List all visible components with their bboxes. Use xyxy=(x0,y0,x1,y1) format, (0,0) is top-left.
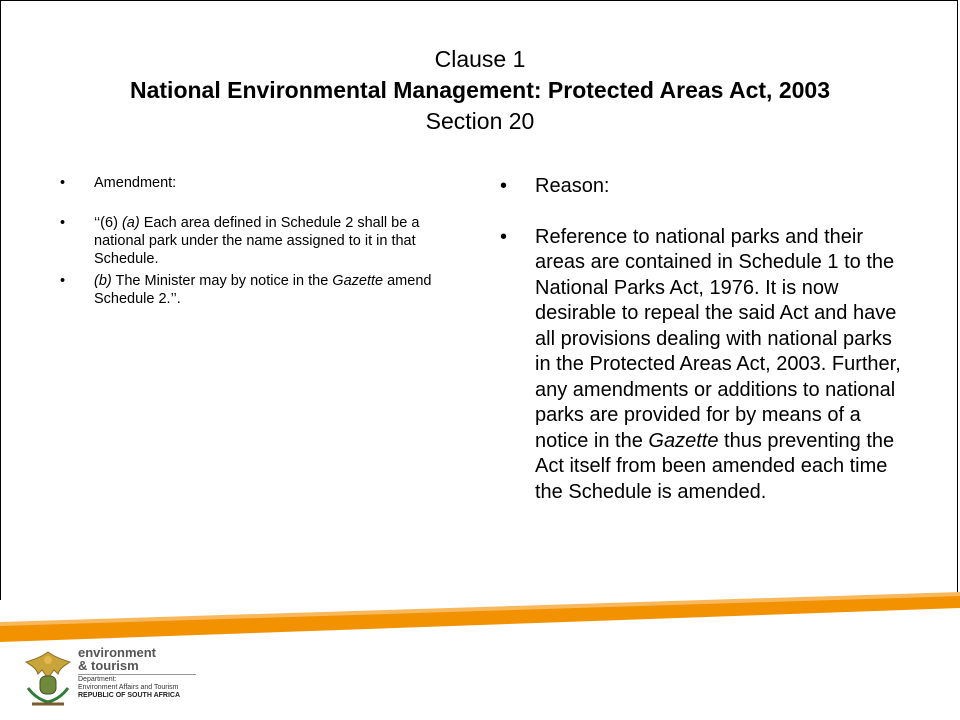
amendment-label: Amendment: xyxy=(94,175,177,191)
reason-column xyxy=(500,174,910,505)
department-name: Environment Affairs and Tourism xyxy=(78,684,179,691)
bullet-icon: • xyxy=(500,175,508,197)
reason-body-bullet xyxy=(500,225,910,506)
title-act: National Environmental Management: Protected Areas Act, 2003 xyxy=(130,77,830,103)
republic-label: REPUBLIC OF SOUTH AFRICA xyxy=(78,692,181,699)
amendment-bullet xyxy=(60,174,460,192)
paragraph-b-label: (b) xyxy=(94,273,112,289)
reason-label: Reason: xyxy=(535,175,610,197)
subsection-6-prefix: ‘‘(6) xyxy=(94,215,122,231)
amendment-column xyxy=(60,174,460,308)
department-label: Department: xyxy=(78,676,117,683)
logo-line-environment: environment xyxy=(78,645,157,660)
reason-body-text-2: thus preventing the Act itself from been amended each time the Schedule is amended. xyxy=(535,429,895,503)
title-section: Section 20 xyxy=(425,108,535,134)
bullet-icon: • xyxy=(60,273,66,289)
slide-title xyxy=(0,44,960,137)
subsection-6-bullet xyxy=(60,214,460,268)
reason-body-gazette: Gazette xyxy=(648,429,719,452)
reason-body-text-1: Reference to national parks and their areas are contained in Schedule 1 to the National Parks Act, 1976. It is now desirable to repeal the said Act and have all provisions dealing with national parks in the Protected Areas Act, 2003. Further, any amendments or additions to national parks are provided for by means of a notice in the xyxy=(535,225,901,452)
department-caption xyxy=(78,676,180,692)
logo-divider xyxy=(78,674,196,675)
logo-line-tourism: & tourism xyxy=(78,658,139,673)
paragraph-b-text-2: amend Schedule 2.’’. xyxy=(94,273,432,307)
paragraph-b-gazette: Gazette xyxy=(332,273,384,289)
orange-swoosh-stripe xyxy=(0,586,960,646)
department-logo-text xyxy=(78,646,180,700)
paragraph-a-label: (a) xyxy=(121,215,140,231)
bullet-icon: • xyxy=(60,175,66,191)
paragraph-b-text-1: The Minister may by notice in the xyxy=(111,273,333,289)
bullet-icon: • xyxy=(500,225,508,248)
paragraph-a-text: Each area defined in Schedule 2 shall be a national park under the name assigned to it in that Schedule. xyxy=(94,215,420,267)
title-clause: Clause 1 xyxy=(434,46,526,72)
bullet-icon: • xyxy=(60,215,66,231)
reason-bullet xyxy=(500,174,910,200)
paragraph-b-bullet xyxy=(60,272,460,308)
